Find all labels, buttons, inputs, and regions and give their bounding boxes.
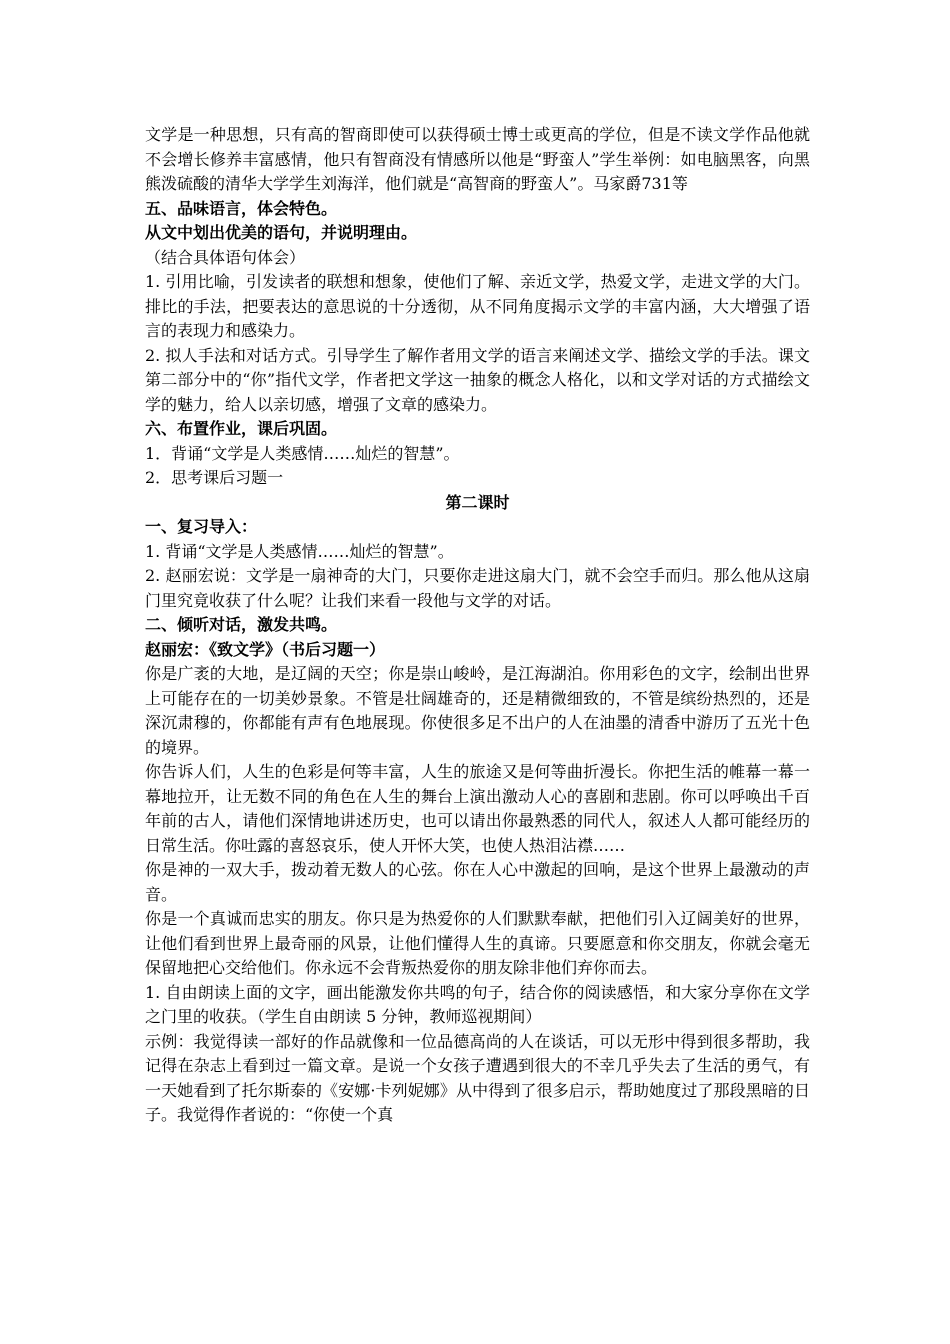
excerpt-paragraph-3: 你是神的一双大手，拨动着无数人的心弦。你在人心中激起的回响，是这个世界上最激动的声音。 [145, 860, 810, 904]
excerpt-paragraph-2: 你告诉人们，人生的色彩是何等丰富，人生的旅途又是何等曲折漫长。你把生活的帷幕一幕一幕地拉开，让无数不同的角色在人生的舞台上演出激动人心的喜剧和悲剧。你可以呼唤出千百年前的古人，请他们深情地讲述历史，也可以请出你最熟悉的同代人，叙述人人都可能经历的日常生活。你吐露的喜怒哀乐，使人开怀大笑，也使人热泪沾襟…… [145, 762, 810, 855]
homework-item-2: 2．思考课后习题一 [145, 468, 284, 487]
homework-item-1: 1．背诵“文学是人类感情……灿烂的智慧”。 [145, 443, 460, 463]
section-heading-6: 六、布置作业，课后巩固。 [145, 419, 338, 438]
activity-item-1: 1. 自由朗读上面的文字，画出能激发你共鸣的句子，结合你的阅读感悟，和大家分享你在文学之门里的收获。（学生自由朗读 5 分钟，教师巡视期间） [145, 982, 810, 1026]
text-source-heading: 赵丽宏：《致文学》（书后习题一） [145, 639, 386, 659]
section-heading-review: 一、复习导入： [145, 517, 258, 536]
excerpt-paragraph-4: 你是一个真诚而忠实的朋友。你只是为热爱你的人们默默奉献，把他们引入辽阔美好的世界，让他们看到世界上最奇丽的风景，让他们懂得人生的真谛。只要愿意和你交朋友，你就会毫无保留地把心交给他们。你永远不会背叛热爱你的朋友除非他们弃你而去。 [145, 909, 810, 977]
task-heading: 从文中划出优美的语句，并说明理由。 [145, 223, 418, 242]
task-note: （结合具体语句体会） [145, 247, 306, 267]
paragraph-point-2: 2. 拟人手法和对话方式。引导学生了解作者用文学的语言来阐述文学、描绘文学的手法。课文第二部分中的“你”指代文学，作者把文学这一抽象的概念人格化，以和文学对话的方式描绘文学的魅力，给人以亲切感，增强了文章的感染力。 [145, 345, 810, 414]
section-heading-5: 五、品味语言，体会特色。 [145, 198, 338, 218]
paragraph-point-1: 1. 引用比喻，引发读者的联想和想象，使他们了解、亲近文学，热爱文学，走进文学的大门。排比的手法，把要表达的意思说的十分透彻，从不同角度揭示文学的丰富内涵，大大增强了语言的表现力和感染力。 [145, 272, 810, 340]
paragraph-intro: 文学是一种思想，只有高的智商即使可以获得硕士博士或更高的学位，但是不读文学作品他就不会增长修养丰富感情，他只有智商没有情感所以他是“野蛮人”学生举例：如电脑黑客，向黑熊泼硫酸的清华大学学生刘海洋，他们就是“高智商的野蛮人”。马家爵731等 [145, 125, 810, 193]
lesson-title: 第二课时 [445, 492, 510, 512]
section-heading-dialogue: 二、倾听对话，激发共鸣。 [145, 615, 338, 634]
excerpt-paragraph-1: 你是广袤的大地，是辽阔的天空；你是崇山峻岭，是江海湖泊。你用彩色的文字，绘制出世界上可能存在的一切美妙景象。不管是壮阔雄奇的，还是精微细致的，不管是缤纷热烈的，还是深沉肃穆的，你都能有声有色地展现。你使很多足不出户的人在油墨的清香中游历了五光十色的境界。 [145, 664, 810, 757]
document-page [145, 123, 810, 1128]
example-paragraph: 示例：我觉得读一部好的作品就像和一位品德高尚的人在谈话，可以无形中得到很多帮助，我记得在杂志上看到过一篇文章。是说一个女孩子遭遇到很大的不幸几乎失去了生活的勇气，有一天她看到了托尔斯泰的《安娜·卡列妮娜》从中得到了很多启示，帮助她度过了那段黑暗的日子。我觉得作者说的：“你使一个真 [145, 1031, 810, 1124]
review-item-1: 1. 背诵“文学是人类感情……灿烂的智慧”。 [145, 541, 454, 561]
review-item-2: 2. 赵丽宏说：文学是一扇神奇的大门，只要你走进这扇大门，就不会空手而归。那么他从这扇门里究竟收获了什么呢？让我们来看一段他与文学的对话。 [145, 566, 810, 610]
